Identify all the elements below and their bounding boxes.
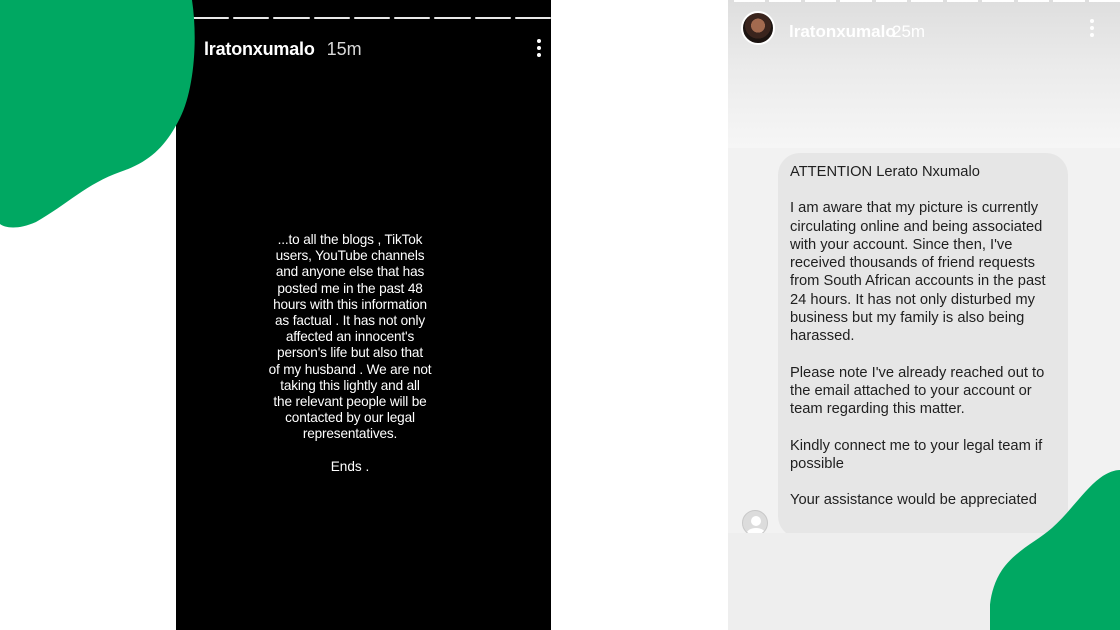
story-text-line: contacted by our legal	[285, 410, 415, 426]
story-text-line: the relevant people will be	[273, 394, 427, 410]
story-progress-segment	[273, 17, 309, 19]
story-progress-segment	[434, 17, 470, 19]
story-panel-left[interactable]	[176, 0, 551, 630]
decorative-green-blob-bottom-right	[990, 470, 1120, 630]
story-progress-segment	[947, 0, 978, 2]
story-progress-segment	[354, 17, 390, 19]
story-text-line: representatives.	[302, 426, 398, 442]
story-timestamp: 25m	[892, 22, 926, 41]
message-paragraph: I am aware that my picture is currently circulating online and being associated with your account. Since then, I've received thousands of friend requests from South African accounts in the past 24 hours. It has not only disturbed my business but my family is also being harassed.	[790, 200, 1046, 345]
story-progress-bar	[193, 17, 551, 19]
decorative-green-blob-top-left	[0, 0, 200, 232]
story-progress-segment	[876, 0, 907, 2]
story-text-line: ...to all the blogs , TikTok	[277, 232, 423, 247]
message-paragraph: ATTENTION Lerato Nxumalo	[790, 164, 980, 180]
message-paragraph: Your assistance would be appreciated	[790, 492, 1037, 509]
story-progress-segment	[314, 17, 350, 19]
story-text-line: of my husband . We are not	[268, 361, 432, 377]
story-progress-segment	[475, 17, 511, 19]
story-text-line: person's life but also that	[277, 345, 423, 361]
story-text-line: users, YouTube channels	[275, 248, 425, 264]
story-text-line: taking this lightly and all	[280, 377, 420, 393]
story-progress-segment	[1053, 0, 1084, 2]
story-username[interactable]: lratonxumalo	[789, 22, 896, 41]
story-progress-segment	[734, 0, 765, 2]
story-text-line: affected an innocent's	[285, 329, 415, 345]
story-progress-segment	[982, 0, 1013, 2]
story-progress-segment	[515, 17, 551, 19]
story-text-line: hours with this information	[273, 296, 427, 312]
story-progress-segment	[394, 17, 430, 19]
message-paragraph: Kindly connect me to your legal team if possible	[790, 437, 1043, 472]
story-progress-bar	[734, 0, 1120, 2]
story-text-line: as factual . It has not only	[275, 313, 425, 329]
story-timestamp: 15m	[326, 38, 362, 59]
story-text-line: posted me in the past 48	[277, 280, 423, 296]
profile-avatar[interactable]	[741, 11, 775, 45]
story-progress-segment	[840, 0, 871, 2]
story-username[interactable]: lratonxumalo	[204, 38, 315, 59]
story-progress-segment	[1018, 0, 1049, 2]
story-progress-segment	[233, 17, 269, 19]
story-progress-segment	[805, 0, 836, 2]
message-paragraph: Please note I've already reached out to the email attached to your account or team regarding this matter.	[790, 364, 1045, 418]
more-vertical-icon[interactable]	[529, 36, 549, 60]
story-text-line: and anyone else that has	[275, 264, 425, 280]
story-progress-segment	[1089, 0, 1120, 2]
story-header	[204, 36, 551, 62]
story-closing-text: Ends .	[330, 459, 370, 474]
story-progress-segment	[911, 0, 942, 2]
story-text	[261, 232, 439, 443]
more-vertical-icon[interactable]	[1082, 16, 1102, 40]
story-progress-segment	[769, 0, 800, 2]
